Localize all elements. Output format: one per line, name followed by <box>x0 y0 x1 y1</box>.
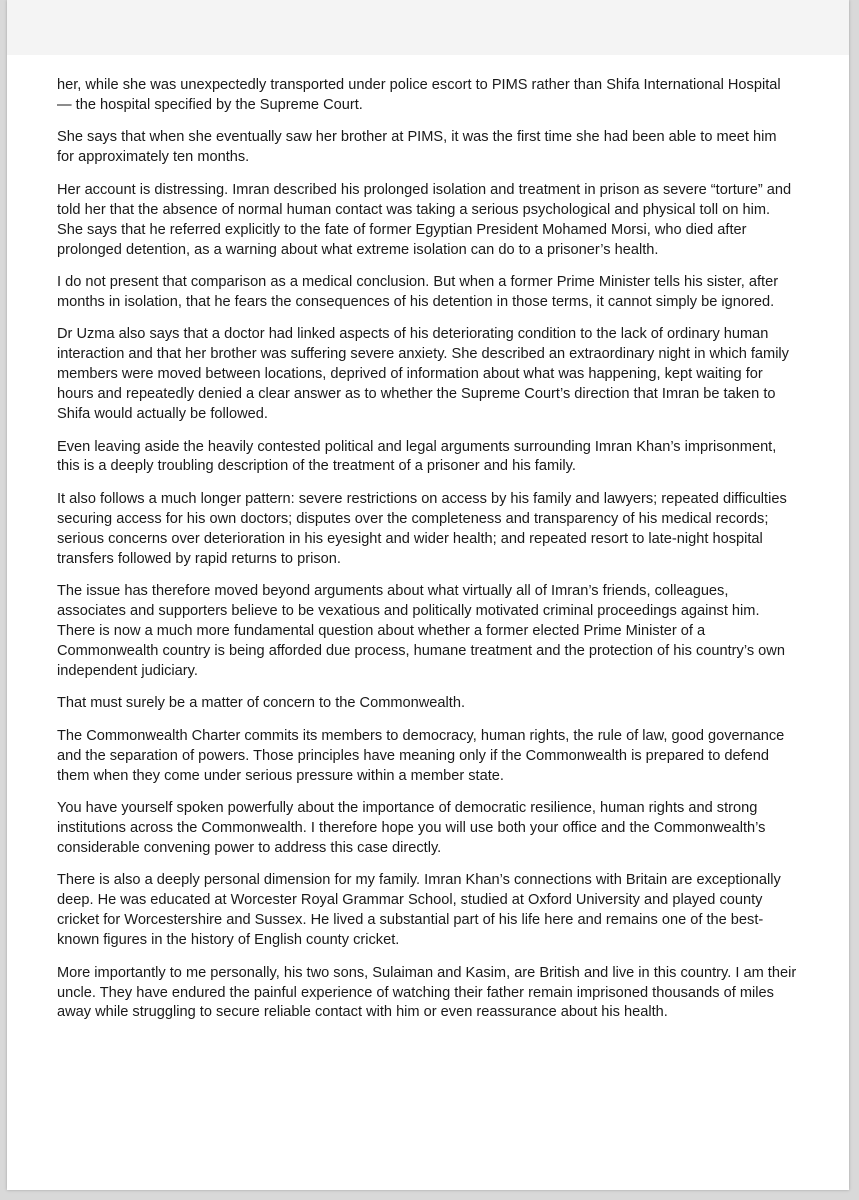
paragraph: Her account is distressing. Imran described his prolonged isolation and treatment in prison as severe “torture” and told her that the absence of normal human contact was taking a serious psychological and physical toll on him. She says that he referred explicitly to the fate of former Egyptian President Mohamed Morsi, who died after prolonged detention, as a warning about what extreme isolation can do to a prisoner’s health. <box>57 181 792 258</box>
paragraph: That must surely be a matter of concern to the Commonwealth. <box>57 695 465 712</box>
letter-body <box>57 76 797 1036</box>
paragraph: The issue has therefore moved beyond arguments about what virtually all of Imran’s friends, colleagues, associates and supporters believe to be vexatious and politically motivated criminal proceedings against him. There is now a much more fundamental question about whether a former elected Prime Minister of a Commonwealth country is being afforded due process, humane treatment and the protection of his country’s own independent judiciary. <box>57 583 785 679</box>
paragraph: Dr Uzma also says that a doctor had linked aspects of his deteriorating condition to the lack of ordinary human interaction and that her brother was suffering severe anxiety. She described an extraordinary night in which family members were moved between locations, deprived of information about what was happening, kept waiting for hours and repeatedly denied a clear answer as to whether the Supreme Court’s direction that Imran be taken to Shifa would actually be followed. <box>57 326 789 423</box>
paragraph: her, while she was unexpectedly transported under police escort to PIMS rather than Shifa International Hospital — the hospital specified by the Supreme Court. <box>57 77 781 113</box>
paragraph: It also follows a much longer pattern: severe restrictions on access by his family and lawyers; repeated difficulties securing access for his own doctors; disputes over the completeness and transparency of his medical records; serious concerns over deterioration in his eyesight and wider health; and repeated resort to late-night hospital transfers followed by rapid returns to prison. <box>57 490 787 567</box>
paragraph: You have yourself spoken powerfully about the importance of democratic resilience, human rights and strong institutions across the Commonwealth. I therefore hope you will use both your office and the Commonwealth’s considerable convening power to address this case directly. <box>57 800 766 856</box>
paragraph: More importantly to me personally, his two sons, Sulaiman and Kasim, are British and live in this country. I am their uncle. They have endured the painful experience of watching their father remain imprisoned thousands of miles away while struggling to secure reliable contact with him or even reassurance about his health. <box>57 964 797 1021</box>
paragraph: I do not present that comparison as a medical conclusion. But when a former Prime Minister tells his sister, after months in isolation, that he fears the consequences of his detention in those terms, it cannot simply be ignored. <box>57 274 779 310</box>
page-top-margin <box>7 0 849 55</box>
paragraph: Even leaving aside the heavily contested political and legal arguments surrounding Imran Khan’s imprisonment, this is a deeply troubling description of the treatment of a prisoner and his family. <box>57 438 777 475</box>
document-page <box>7 0 849 1190</box>
paragraph: The Commonwealth Charter commits its members to democracy, human rights, the rule of law, good governance and the separation of powers. Those principles have meaning only if the Commonwealth is prepared to defend them when they come under serious pressure within a member state. <box>57 727 785 784</box>
paragraph: She says that when she eventually saw her brother at PIMS, it was the first time she had been able to meet him for approximately ten months. <box>57 129 777 166</box>
paragraph: There is also a deeply personal dimension for my family. Imran Khan’s connections with Britain are exceptionally deep. He was educated at Worcester Royal Grammar School, studied at Oxford University and played county cricket for Worcestershire and Sussex. He lived a substantial part of his life here and remains one of the best-known figures in the history of English county cricket. <box>57 872 781 949</box>
